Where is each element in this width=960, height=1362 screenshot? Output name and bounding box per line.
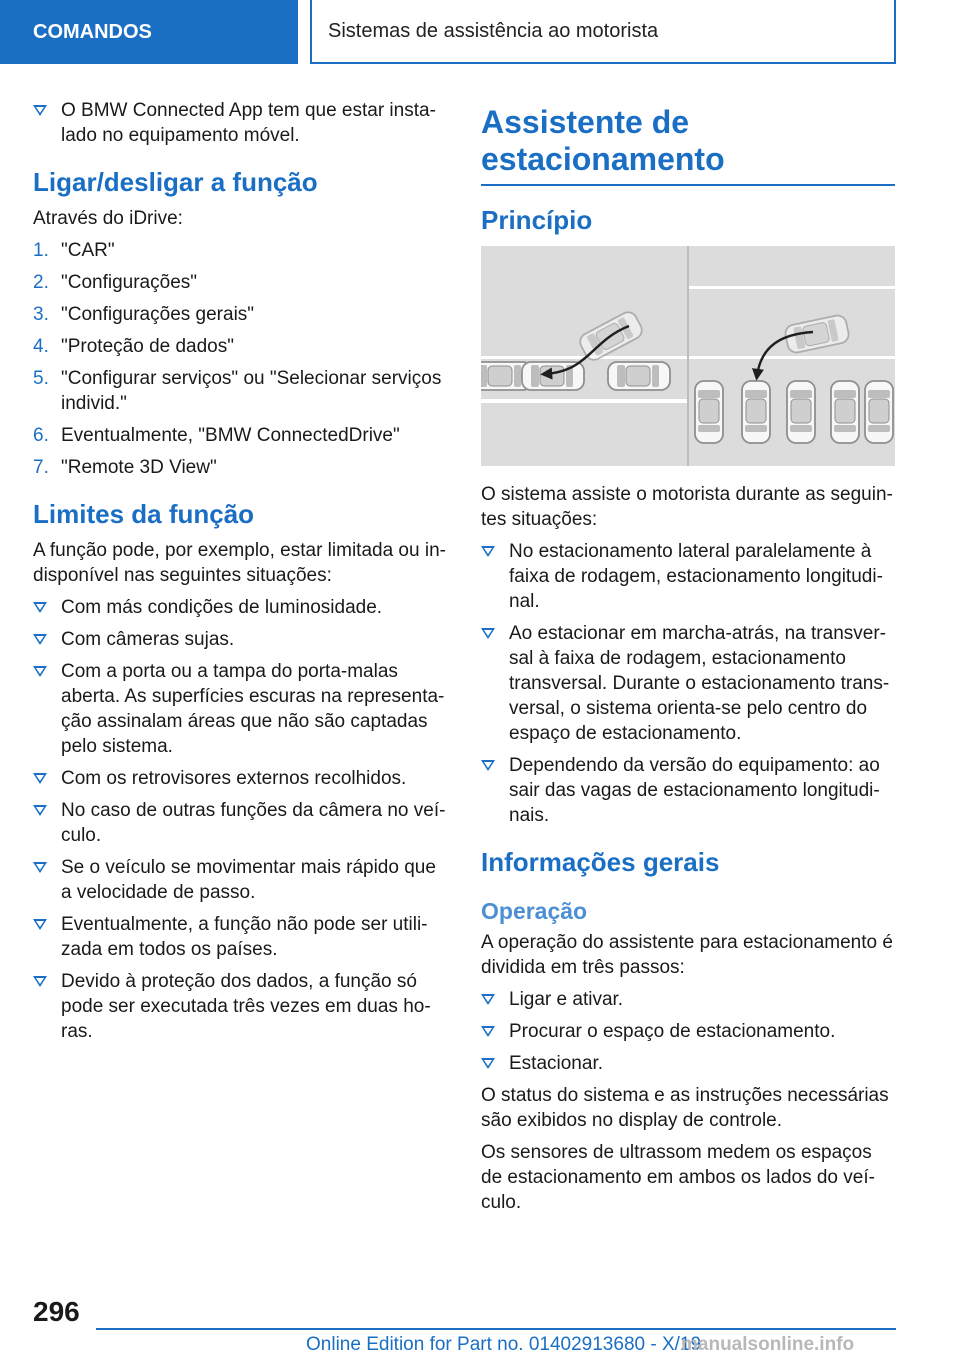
triangle-bullet-icon bbox=[33, 105, 47, 116]
left-column bbox=[33, 98, 448, 1051]
curb-line bbox=[689, 356, 895, 359]
operation-steps bbox=[481, 987, 895, 1076]
figure-divider bbox=[687, 246, 689, 466]
list-item: O BMW Connected App tem que estar insta-lado no equipamento móvel. bbox=[33, 98, 448, 148]
triangle-bullet-icon bbox=[481, 628, 495, 639]
list-item: Ao estacionar em marcha-atrás, na transver-sal à faixa de rodagem, estacionamento transversal. Durante o estacionamento trans-versal, o sistema orienta-se pelo centro do espaço de estacionamento. bbox=[481, 621, 895, 746]
chapter-header bbox=[310, 0, 896, 64]
list-item: Procurar o espaço de estacionamento. bbox=[481, 1019, 895, 1044]
list-item: Eventualmente, a função não pode ser utili-zada em todos os países. bbox=[33, 912, 448, 962]
triangle-bullet-icon bbox=[33, 773, 47, 784]
parked-car bbox=[831, 381, 859, 443]
triangle-bullet-icon bbox=[481, 546, 495, 557]
list-item: Se o veículo se movimentar mais rápido que a velocidade de passo. bbox=[33, 855, 448, 905]
sensors-paragraph: Os sensores de ultrassom medem os espaços de estacionamento em ambos os lados do veí-culo. bbox=[481, 1142, 875, 1213]
heading-limits: Limites da função bbox=[33, 499, 255, 529]
footer-divider bbox=[96, 1328, 896, 1330]
list-item: No caso de outras funções da câmera no veí-culo. bbox=[33, 798, 448, 848]
list-item: Estacionar. bbox=[481, 1051, 895, 1076]
page-title: Assistente de estacionamento bbox=[481, 104, 725, 177]
list-item: No estacionamento lateral paralelamente à faixa de rodagem, estacionamento longitudi-nal. bbox=[481, 539, 895, 614]
limits-bullets bbox=[33, 595, 448, 1044]
list-item: 6. Eventualmente, "BMW ConnectedDrive" bbox=[33, 425, 400, 446]
section-label: COMANDOS bbox=[33, 20, 152, 43]
chapter-title: Sistemas de assistência ao motorista bbox=[328, 19, 659, 42]
list-item: Dependendo da versão do equipamento: ao sair das vagas de estacionamento longitudi-nais. bbox=[481, 753, 895, 828]
triangle-bullet-icon bbox=[33, 976, 47, 987]
triangle-bullet-icon bbox=[481, 994, 495, 1005]
triangle-bullet-icon bbox=[481, 1058, 495, 1069]
list-item: 3. "Configurações gerais" bbox=[33, 304, 255, 325]
right-column bbox=[481, 98, 895, 1222]
heading-general: Informações gerais bbox=[481, 847, 720, 877]
parking-car bbox=[742, 381, 770, 443]
list-item: Com más condições de luminosidade. bbox=[33, 595, 448, 620]
edition-note: Online Edition for Part no. 01402913680 - X/19 bbox=[306, 1334, 702, 1355]
parking-illustration bbox=[481, 246, 895, 466]
triangle-bullet-icon bbox=[33, 602, 47, 613]
list-item: 1. "CAR" bbox=[33, 240, 115, 261]
triangle-bullet-icon bbox=[33, 634, 47, 645]
list-item: 7. "Remote 3D View" bbox=[33, 457, 217, 478]
heading-toggle: Ligar/desligar a função bbox=[33, 167, 318, 197]
parked-car bbox=[695, 381, 723, 443]
status-paragraph: O status do sistema e as instruções necessárias são exibidos no display de controle. bbox=[481, 1085, 889, 1131]
list-item: 2. "Configurações" bbox=[33, 272, 198, 293]
toggle-intro: Através do iDrive: bbox=[33, 208, 183, 229]
list-item: Com câmeras sujas. bbox=[33, 627, 448, 652]
list-item: Com os retrovisores externos recolhidos. bbox=[33, 766, 448, 791]
parked-car bbox=[787, 381, 815, 443]
triangle-bullet-icon bbox=[481, 1026, 495, 1037]
intro-bullets bbox=[33, 98, 448, 148]
triangle-bullet-icon bbox=[33, 805, 47, 816]
triangle-bullet-icon bbox=[481, 760, 495, 771]
watermark: manualsonline.info bbox=[681, 1334, 855, 1355]
limits-intro: A função pode, por exemplo, estar limitada ou in-disponível nas seguintes situações: bbox=[33, 540, 446, 586]
heading-principle: Princípio bbox=[481, 205, 593, 235]
title-divider bbox=[481, 184, 895, 186]
list-item: 4. "Proteção de dados" bbox=[33, 336, 234, 357]
principle-intro: O sistema assiste o motorista durante as seguin-tes situações: bbox=[481, 484, 893, 530]
triangle-bullet-icon bbox=[33, 666, 47, 677]
toggle-steps bbox=[33, 238, 448, 480]
list-item: 5. "Configurar serviços" ou "Selecionar serviços individ." bbox=[33, 368, 442, 414]
triangle-bullet-icon bbox=[33, 919, 47, 930]
heading-operation: Operação bbox=[481, 898, 588, 924]
parked-car bbox=[865, 381, 893, 443]
section-tab bbox=[0, 0, 298, 64]
triangle-bullet-icon bbox=[33, 862, 47, 873]
operation-intro: A operação do assistente para estacionamento é dividida em três passos: bbox=[481, 932, 893, 978]
principle-bullets bbox=[481, 539, 895, 828]
parked-car bbox=[608, 362, 670, 390]
lane-line bbox=[689, 286, 895, 289]
page-number: 296 bbox=[33, 1296, 80, 1327]
list-item: Ligar e ativar. bbox=[481, 987, 895, 1012]
list-item: Com a porta ou a tampa do porta-malas aberta. As superfícies escuras na representa-ção assinalam áreas que não são captadas pelo sistema. bbox=[33, 659, 448, 759]
list-item: Devido à proteção dos dados, a função só pode ser executada três vezes em duas ho-ras. bbox=[33, 969, 448, 1044]
lane-line bbox=[481, 399, 687, 403]
